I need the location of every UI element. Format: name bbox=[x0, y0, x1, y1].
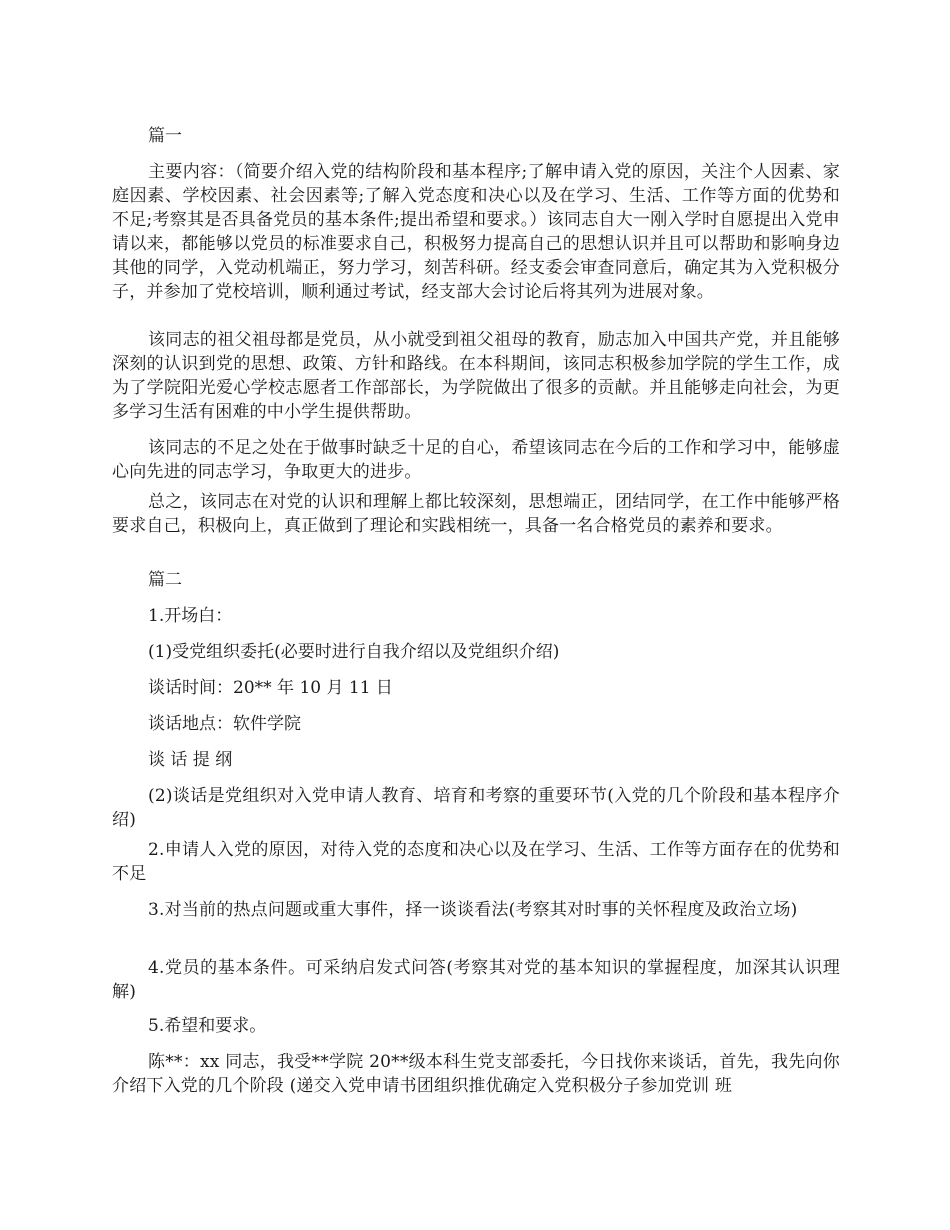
outline-item-2: (2)谈话是党组织对入党申请人教育、培育和考察的重要环节(入党的几个阶段和基本程序介绍) bbox=[112, 786, 840, 830]
paragraph-summary: 总之，该同志在对党的认识和理解上都比较深刻，思想端正，团结同学，在工作中能够严格 要求自己，积极向上，真正做到了理论和实践相统一，具备一名合格党员的素养和要求。 bbox=[112, 492, 840, 536]
talk-time: 谈话时间：20** 年 10 月 11 日 bbox=[148, 678, 393, 698]
outline-item-hot-topics: 3.对当前的热点问题或重大事件，择一谈谈看法(考察其对时事的关怀程度及政治立场) bbox=[148, 900, 798, 920]
section-heading-2: 篇二 bbox=[148, 570, 182, 590]
outline-item-basic-conditions: 4.党员的基本条件。可采纳启发式问答(考察其对党的基本知识的掌握程度，加深其认识理解) bbox=[112, 958, 840, 1002]
paragraph-main-content: 主要内容：（简要介绍入党的结构阶段和基本程序;了解申请入党的原因，关注个人因素、家庭因素、学校因素、社会因素等;了解入党态度和决心以及在学习、生活、工作等方面的优势和 不足;考察其是否具备党员的基本条件;提出希望和要求。）该同志自大一刚入学时自愿提出入党申请以来，都能够以党员的标准要求自己，积极努力提高自己的思想认识并且可以帮助和影响身边其他的同学，入党动机端正，努力学习，刻苦科研。经支委会审查同意后，确定其为入党积极分子，并参加了党校培训，顺利通过考试，经支部大会讨论后将其列为进展对象。 bbox=[112, 162, 840, 302]
outline-item-hopes: 5.希望和要求。 bbox=[148, 1016, 267, 1036]
outline-heading: 谈 话 提 纲 bbox=[148, 750, 233, 770]
talk-location: 谈话地点：软件学院 bbox=[148, 714, 301, 734]
paragraph-dialogue: 陈**：xx 同志，我受**学院 20**级本科生党支部委托，今日找你来谈话，首先，我先向你介绍下入党的几个阶段 (递交入党申请书团组织推优确定入党积极分子参加党训 班 bbox=[112, 1052, 840, 1096]
outline-item-reasons: 2.申请人入党的原因，对待入党的态度和决心以及在学习、生活、工作等方面存在的优势和不足 bbox=[112, 840, 840, 884]
section-heading-1: 篇一 bbox=[148, 126, 182, 146]
paragraph-family-background: 该同志的祖父祖母都是党员，从小就受到祖父祖母的教育，励志加入中国共产党，并且能够 深刻的认识到党的思想、政策、方针和路线。在本科期间，该同志积极参加学院的学生工作，成 为了学院阳光爱心学校志愿者工作部部长，为学院做出了很多的贡献。并且能够走向社会，为更多学习生活有困难的中小学生提供帮助。 bbox=[112, 330, 840, 422]
paragraph-shortcomings: 该同志的不足之处在于做事时缺乏十足的自心，希望该同志在今后的工作和学习中，能够虚心向先进的同志学习，争取更大的进步。 bbox=[112, 438, 840, 482]
opening-item: 1.开场白： bbox=[148, 606, 233, 626]
entrusted-item: (1)受党组织委托(必要时进行自我介绍以及党组织介绍) bbox=[148, 642, 560, 662]
